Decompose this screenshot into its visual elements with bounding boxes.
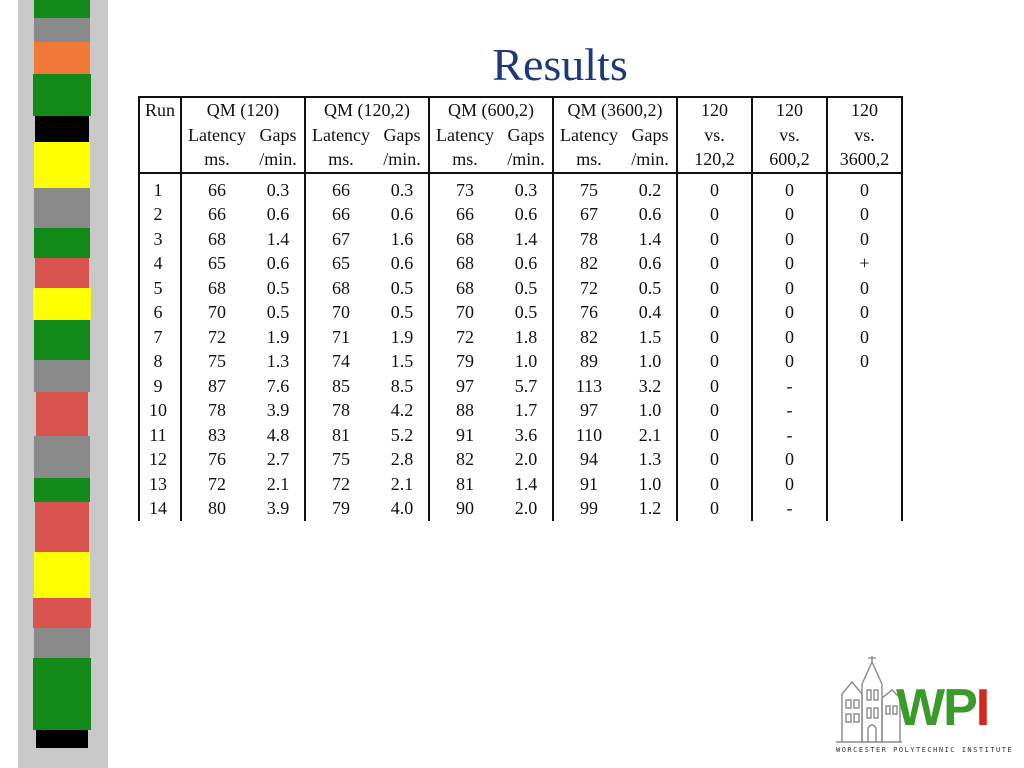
- run-cell: 12: [139, 447, 181, 472]
- logo-letter-i: I: [975, 679, 989, 737]
- header-qm600-2: QM (600,2): [429, 97, 553, 123]
- table-cell: 75: [332, 449, 350, 469]
- table-cell: [827, 496, 902, 521]
- table-cell: 78: [208, 400, 226, 420]
- table-cell: 2.7: [252, 447, 305, 472]
- stripe-segment: [34, 18, 90, 42]
- table-cell: 82: [456, 449, 474, 469]
- table-cell: 0: [827, 349, 902, 374]
- table-cell: 90: [456, 498, 474, 518]
- table-cell: 0: [677, 202, 752, 227]
- table-cell: 68: [456, 277, 474, 298]
- table-cell: 0: [752, 227, 827, 252]
- table-cell: 0: [677, 398, 752, 423]
- wpi-letters: [896, 678, 988, 738]
- table-cell: 66: [208, 204, 226, 224]
- table-cell: 1.3: [624, 447, 677, 472]
- table-row: [139, 374, 902, 399]
- table-cell: 0.5: [376, 276, 429, 301]
- table-cell: -: [752, 374, 827, 399]
- header-vs-label: vs.: [752, 123, 827, 148]
- table-cell: 1.4: [624, 227, 677, 252]
- table-cell: 74: [332, 351, 350, 371]
- table-cell: 0.4: [624, 300, 677, 325]
- stripe-segment: [33, 74, 91, 116]
- table-cell: 72: [332, 473, 350, 494]
- table-cell: 4.2: [376, 398, 429, 423]
- header-qm120: QM (120): [181, 97, 305, 123]
- header-latency: Latency: [560, 124, 618, 145]
- table-cell: 80: [208, 498, 226, 518]
- header-compare: 600,2: [752, 147, 827, 173]
- table-cell: 97: [580, 400, 598, 420]
- table-cell: 1.8: [500, 325, 553, 350]
- table-cell: 88: [456, 400, 474, 420]
- run-cell: 5: [139, 276, 181, 301]
- table-cell: 0.5: [252, 300, 305, 325]
- table-cell: 0: [827, 227, 902, 252]
- run-cell: 10: [139, 398, 181, 423]
- table-cell: 94: [580, 449, 598, 469]
- logo-letter-w: W: [896, 679, 944, 737]
- header-row-mid: [139, 123, 902, 148]
- table-cell: 0: [752, 349, 827, 374]
- table-cell: 1.4: [252, 227, 305, 252]
- table-cell: 0.6: [624, 251, 677, 276]
- stripe-segment: [36, 730, 88, 748]
- table-cell: 66: [332, 204, 350, 224]
- table-cell: 0.6: [500, 202, 553, 227]
- stripe-segment: [35, 502, 89, 552]
- wpi-logo: [832, 652, 1012, 762]
- stripe-segment: [35, 258, 89, 288]
- table-row: [139, 472, 902, 497]
- table-cell: 0: [827, 178, 902, 203]
- stripe-segment: [34, 478, 90, 502]
- logo-subtitle: WORCESTER POLYTECHNIC INSTITUTE: [836, 746, 1014, 754]
- table-cell: 1.0: [500, 349, 553, 374]
- table-cell: 0: [677, 227, 752, 252]
- table-cell: 70: [208, 302, 226, 322]
- header-vs-3: 120: [827, 97, 902, 123]
- table-cell: 2.1: [624, 423, 677, 448]
- table-cell: 0.5: [624, 276, 677, 301]
- table-cell: 2.0: [500, 496, 553, 521]
- header-qm3600-2: QM (3600,2): [553, 97, 677, 123]
- table-cell: 0.5: [252, 276, 305, 301]
- table-row: [139, 496, 902, 521]
- header-unit: ms.: [553, 147, 624, 173]
- results-table: [138, 96, 903, 521]
- table-cell: 0.3: [252, 178, 305, 203]
- table-cell: 79: [456, 351, 474, 371]
- stripe-segment: [36, 392, 88, 436]
- table-cell: 4.0: [376, 496, 429, 521]
- header-unit: /min.: [624, 147, 677, 173]
- table-cell: +: [827, 251, 902, 276]
- stripe-segment: [34, 0, 90, 18]
- run-cell: 3: [139, 227, 181, 252]
- table-cell: 0: [677, 178, 752, 203]
- table-row: [139, 251, 902, 276]
- header-row-bottom: [139, 147, 902, 173]
- table-cell: 75: [580, 179, 598, 200]
- table-cell: [827, 374, 902, 399]
- table-cell: 68: [208, 277, 226, 298]
- table-cell: 2.0: [500, 447, 553, 472]
- stripe-segment: [34, 188, 90, 228]
- table-cell: 1.3: [252, 349, 305, 374]
- table-cell: 1.0: [624, 398, 677, 423]
- table-cell: 0: [752, 472, 827, 497]
- table-cell: 79: [332, 498, 350, 518]
- table-row: [139, 349, 902, 374]
- stripe-segment: [34, 552, 90, 598]
- table-cell: 3.9: [252, 496, 305, 521]
- table-cell: 0: [827, 202, 902, 227]
- table-cell: 1.5: [624, 325, 677, 350]
- table-cell: 1.2: [624, 496, 677, 521]
- table-cell: 70: [332, 302, 350, 322]
- header-run-blank: [139, 147, 181, 173]
- decorative-stripe: [18, 0, 108, 768]
- table-row: [139, 276, 902, 301]
- table-cell: 0: [827, 300, 902, 325]
- table-cell: 68: [456, 228, 474, 249]
- header-run: Run: [139, 97, 181, 123]
- table-cell: 72: [208, 326, 226, 347]
- table-cell: 82: [580, 326, 598, 347]
- table-cell: 0: [677, 325, 752, 350]
- table-cell: 110: [575, 424, 603, 445]
- table-cell: 81: [456, 473, 474, 494]
- table-cell: 0: [752, 202, 827, 227]
- table-cell: 1.9: [376, 325, 429, 350]
- table-cell: 72: [456, 326, 474, 347]
- table-cell: 0: [752, 251, 827, 276]
- table-cell: 7.6: [252, 374, 305, 399]
- run-cell: 14: [139, 496, 181, 521]
- run-cell: 7: [139, 325, 181, 350]
- table-cell: -: [752, 423, 827, 448]
- table-cell: 113: [575, 375, 603, 396]
- table-cell: 1.9: [252, 325, 305, 350]
- stripe-segment: [34, 228, 90, 258]
- table-cell: 0.3: [500, 178, 553, 203]
- table-cell: 83: [208, 424, 226, 445]
- header-gaps: Gaps: [624, 123, 677, 148]
- stripe-segment: [34, 360, 90, 392]
- table-cell: 0.6: [252, 251, 305, 276]
- table-cell: 68: [332, 277, 350, 298]
- run-cell: 1: [139, 178, 181, 203]
- header-vs-1: 120: [677, 97, 752, 123]
- header-gaps: Gaps: [500, 123, 553, 148]
- stripe-segment: [33, 658, 91, 730]
- table-cell: 0: [677, 300, 752, 325]
- table-cell: 0.5: [500, 300, 553, 325]
- table-cell: 91: [580, 473, 598, 494]
- run-cell: 11: [139, 423, 181, 448]
- table-cell: 0: [827, 325, 902, 350]
- header-latency: Latency: [436, 124, 494, 145]
- table-cell: 85: [332, 375, 350, 396]
- table-cell: 72: [208, 473, 226, 494]
- table-cell: 2.8: [376, 447, 429, 472]
- table-cell: 66: [456, 204, 474, 224]
- header-unit: ms.: [429, 147, 500, 173]
- table-cell: 0: [677, 496, 752, 521]
- table-cell: 0: [752, 178, 827, 203]
- header-unit: ms.: [181, 147, 252, 173]
- header-gaps: Gaps: [252, 123, 305, 148]
- table-cell: 1.6: [376, 227, 429, 252]
- run-cell: 9: [139, 374, 181, 399]
- table-cell: 0: [677, 349, 752, 374]
- table-row: [139, 423, 902, 448]
- stripe-segment: [35, 116, 89, 142]
- stripe-segment: [33, 598, 91, 628]
- table-cell: 0: [677, 276, 752, 301]
- stripe-segment: [34, 42, 90, 74]
- table-cell: 87: [208, 375, 226, 396]
- header-vs-2: 120: [752, 97, 827, 123]
- table-cell: -: [752, 496, 827, 521]
- header-latency: Latency: [312, 124, 370, 145]
- header-qm120-2: QM (120,2): [305, 97, 429, 123]
- table-cell: 78: [580, 228, 598, 249]
- slide-title: Results: [492, 39, 628, 90]
- table-cell: -: [752, 398, 827, 423]
- table-cell: 3.6: [500, 423, 553, 448]
- table-row: [139, 398, 902, 423]
- table-cell: [827, 447, 902, 472]
- table-row: [139, 202, 902, 227]
- header-unit: ms.: [305, 147, 376, 173]
- table-cell: 0: [752, 447, 827, 472]
- table-cell: 65: [208, 253, 226, 273]
- header-run-blank: [139, 123, 181, 148]
- table-cell: 0: [677, 374, 752, 399]
- table-cell: 91: [456, 424, 474, 445]
- table-cell: 3.2: [624, 374, 677, 399]
- table-cell: 3.9: [252, 398, 305, 423]
- table-row: [139, 300, 902, 325]
- table-cell: 0.2: [624, 178, 677, 203]
- run-cell: 4: [139, 251, 181, 276]
- header-unit: /min.: [500, 147, 553, 173]
- table-cell: 76: [208, 449, 226, 469]
- table-body: [139, 173, 902, 521]
- header-unit: /min.: [376, 147, 429, 173]
- header-latency: Latency: [188, 124, 246, 145]
- table-cell: 0: [677, 472, 752, 497]
- stripe-segment: [34, 436, 90, 478]
- table-cell: 76: [580, 302, 598, 322]
- table-cell: 68: [456, 253, 474, 273]
- table-cell: 66: [208, 179, 226, 200]
- table-cell: 5.7: [500, 374, 553, 399]
- table-cell: 1.5: [376, 349, 429, 374]
- table-cell: 82: [580, 253, 598, 273]
- table-cell: 0.5: [376, 300, 429, 325]
- table-cell: 1.7: [500, 398, 553, 423]
- table-cell: 78: [332, 400, 350, 420]
- table-cell: 73: [456, 179, 474, 200]
- table-cell: 2.1: [252, 472, 305, 497]
- run-cell: 6: [139, 300, 181, 325]
- table-cell: 0: [752, 325, 827, 350]
- table-cell: 1.0: [624, 349, 677, 374]
- table-cell: 0: [752, 276, 827, 301]
- table-cell: 2.1: [376, 472, 429, 497]
- stripe-segment: [34, 320, 90, 360]
- header-compare: 3600,2: [827, 147, 902, 173]
- table-cell: 0.6: [376, 251, 429, 276]
- table-cell: [827, 472, 902, 497]
- header-compare: 120,2: [677, 147, 752, 173]
- table-cell: 0.3: [376, 178, 429, 203]
- run-cell: 2: [139, 202, 181, 227]
- table-cell: 68: [208, 228, 226, 249]
- table-cell: [827, 423, 902, 448]
- header-row-top: [139, 97, 902, 123]
- run-cell: 13: [139, 472, 181, 497]
- stripe-segments: [32, 0, 92, 768]
- table-cell: 0: [677, 423, 752, 448]
- table-row: [139, 447, 902, 472]
- table-cell: 8.5: [376, 374, 429, 399]
- stripe-segment: [34, 142, 90, 188]
- table-cell: 4.8: [252, 423, 305, 448]
- table-cell: 67: [580, 204, 598, 224]
- header-vs-label: vs.: [827, 123, 902, 148]
- table-cell: 99: [580, 498, 598, 518]
- header-vs-label: vs.: [677, 123, 752, 148]
- table-cell: 0.6: [624, 202, 677, 227]
- table-cell: 0: [827, 276, 902, 301]
- table-cell: 70: [456, 302, 474, 322]
- table-cell: 75: [208, 351, 226, 371]
- table-cell: 0: [752, 300, 827, 325]
- table-cell: 1.0: [624, 472, 677, 497]
- building-icon: [834, 654, 904, 746]
- table-cell: 0: [677, 447, 752, 472]
- table-cell: 0.6: [252, 202, 305, 227]
- table-cell: 0.6: [376, 202, 429, 227]
- stripe-segment: [34, 628, 90, 658]
- table-cell: 5.2: [376, 423, 429, 448]
- table-cell: [827, 398, 902, 423]
- table-cell: 0: [677, 251, 752, 276]
- table-row: [139, 325, 902, 350]
- run-cell: 8: [139, 349, 181, 374]
- table-cell: 81: [332, 424, 350, 445]
- table-cell: 0.6: [500, 251, 553, 276]
- table-cell: 66: [332, 179, 350, 200]
- table-cell: 97: [456, 375, 474, 396]
- table-cell: 0.5: [500, 276, 553, 301]
- stripe-segment: [33, 288, 91, 320]
- table-cell: 67: [332, 228, 350, 249]
- table-cell: 1.4: [500, 472, 553, 497]
- logo-letter-p: P: [943, 679, 976, 737]
- header-unit: /min.: [252, 147, 305, 173]
- table-cell: 71: [332, 326, 350, 347]
- table-row: [139, 178, 902, 203]
- table-cell: 72: [580, 277, 598, 298]
- table-cell: 89: [580, 351, 598, 371]
- table-row: [139, 227, 902, 252]
- table-cell: 65: [332, 253, 350, 273]
- table-cell: 1.4: [500, 227, 553, 252]
- header-gaps: Gaps: [376, 123, 429, 148]
